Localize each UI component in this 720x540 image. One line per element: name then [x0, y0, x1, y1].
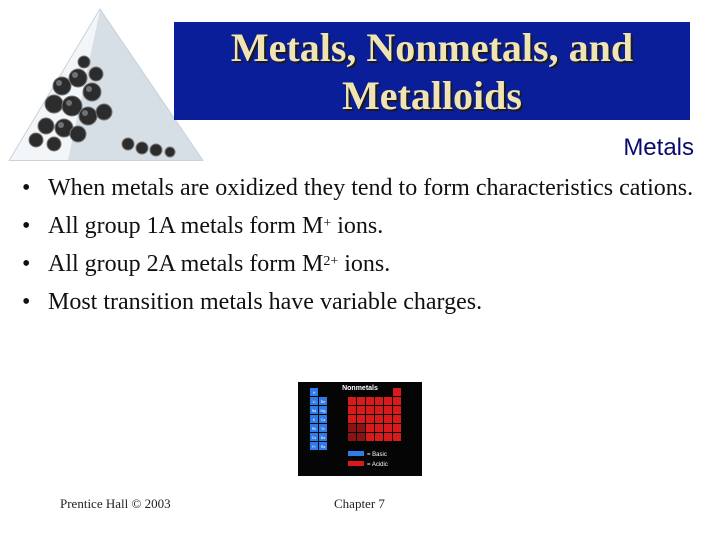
- element-cell: [366, 406, 374, 414]
- element-cell: [393, 397, 401, 405]
- bullet-text: When metals are oxidized they tend to form characteristics cations.: [48, 175, 694, 201]
- element-cell: [357, 433, 365, 441]
- element-cell: [384, 406, 392, 414]
- bullet-marker: •: [22, 213, 31, 239]
- bullet-text: All group 2A metals form M: [48, 251, 324, 277]
- element-cell: [348, 415, 356, 423]
- element-cell: [357, 397, 365, 405]
- bullet-marker: •: [22, 251, 31, 277]
- bullet-marker: •: [22, 289, 31, 315]
- element-symbol: Na: [311, 409, 317, 413]
- bullet-text-end: ions.: [338, 251, 391, 277]
- legend-acidic-label: = Acidic: [367, 462, 388, 468]
- element-symbol: H: [312, 391, 316, 395]
- charge-superscript: 2+: [323, 254, 339, 269]
- element-symbol: Ra: [320, 445, 326, 449]
- element-cell: [375, 433, 383, 441]
- element-symbol: Ba: [320, 436, 326, 440]
- slide-title: Metals, Nonmetals, and Metalloids: [230, 25, 634, 118]
- element-cell: [357, 424, 365, 432]
- slide-subtitle: Metals: [623, 134, 694, 161]
- element-cell: [375, 415, 383, 423]
- element-cell: [384, 424, 392, 432]
- element-cell: [393, 424, 401, 432]
- bullet-list: [22, 172, 702, 324]
- element-symbol: Mg: [320, 409, 326, 413]
- element-cell: [348, 397, 356, 405]
- bullet-item: [22, 248, 702, 280]
- element-cell: [384, 397, 392, 405]
- element-cell: [366, 424, 374, 432]
- element-symbol: Sr: [321, 427, 325, 431]
- element-cell: [348, 424, 356, 432]
- figure-header: Nonmetals: [342, 385, 378, 392]
- element-cell: [357, 415, 365, 423]
- element-cell: [348, 433, 356, 441]
- element-cell: [393, 433, 401, 441]
- bullet-item: [22, 172, 702, 204]
- element-cell: [366, 415, 374, 423]
- element-cell: [357, 406, 365, 414]
- element-cell: [366, 433, 374, 441]
- element-symbol: Ca: [320, 418, 326, 422]
- footer-copyright: Prentice Hall © 2003: [60, 496, 171, 511]
- bullet-text: All group 1A metals form M: [48, 213, 324, 239]
- element-cell: [393, 406, 401, 414]
- element-cell: [393, 415, 401, 423]
- element-symbol: Be: [320, 400, 326, 404]
- element-cell: [375, 397, 383, 405]
- element-cell: [384, 433, 392, 441]
- element-cell: [366, 397, 374, 405]
- bullet-marker: •: [22, 175, 31, 201]
- periodic-table-figure: [298, 382, 422, 476]
- legend-swatch-acidic: [348, 461, 364, 466]
- footer-chapter: Chapter 7: [334, 496, 385, 511]
- element-symbol: Fr: [312, 445, 316, 449]
- bullet-text: Most transition metals have variable charges.: [48, 289, 483, 315]
- element-symbol: Cs: [311, 436, 317, 440]
- element-symbol: Li: [312, 400, 316, 404]
- legend-basic-label: = Basic: [367, 452, 387, 458]
- element-cell: [375, 406, 383, 414]
- element-symbol: Rb: [311, 427, 317, 431]
- bullet-text-end: ions.: [331, 213, 384, 239]
- element-cell: [348, 406, 356, 414]
- element-cell: [375, 424, 383, 432]
- legend-swatch-basic: [348, 451, 364, 456]
- element-cell: [384, 415, 392, 423]
- element-cell: [393, 388, 401, 396]
- charge-superscript: +: [323, 216, 332, 231]
- bullet-item: [22, 286, 702, 318]
- bullet-item: [22, 210, 702, 242]
- element-symbol: K: [312, 418, 316, 422]
